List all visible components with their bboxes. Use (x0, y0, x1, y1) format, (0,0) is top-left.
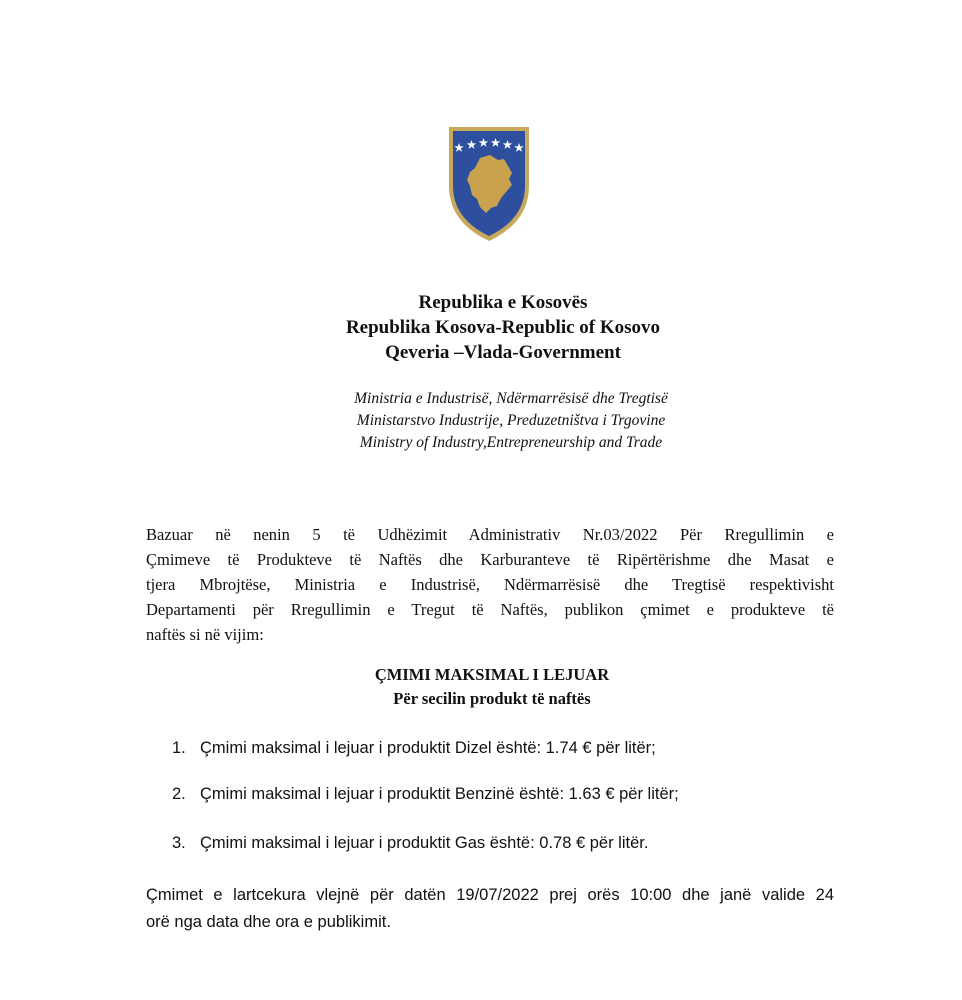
list-item-text: Çmimi maksimal i lejuar i produktit Gas është: 0.78 € për litër. (200, 834, 649, 852)
list-item-text: Çmimi maksimal i lejuar i produktit Dizel është: 1.74 € për litër; (200, 739, 656, 757)
intro-line: naftës si në vijim: (146, 625, 264, 644)
list-item-gas (172, 832, 648, 854)
list-item-dizel (172, 737, 656, 759)
ministry-header (0, 388, 962, 454)
intro-line: tjera Mbrojtëse, Ministria e Industrisë, Ndërmarrësisë dhe Tregtisë respektivisht (146, 575, 834, 594)
list-item-benzine (172, 783, 679, 805)
ministry-line-3: Ministry of Industry,Entrepreneurship and Trade (359, 434, 663, 451)
header-line-1: Republika e Kosovës (418, 292, 588, 313)
ministry-line-2: Ministarstvo Industrije, Preduzetništva i Trgovine (356, 412, 666, 429)
list-item-number: 1. (172, 739, 186, 757)
intro-line: Bazuar në nenin 5 të Udhëzimit Administrativ Nr.03/2022 Për Rregullimin e (146, 525, 834, 544)
price-section-title (0, 663, 962, 711)
government-header (0, 290, 962, 365)
closing-line-2: orë nga data dhe ora e publikimit. (146, 913, 391, 931)
ministry-line-1: Ministria e Industrisë, Ndërmarrësisë dhe Tregtisë (354, 390, 668, 407)
list-item-text: Çmimi maksimal i lejuar i produktit Benzinë është: 1.63 € për litër; (200, 785, 679, 803)
title-main: ÇMIMI MAKSIMAL I LEJUAR (374, 665, 610, 684)
title-sub: Për secilin produkt të naftës (393, 689, 591, 708)
list-item-number: 2. (172, 785, 186, 803)
kosovo-coat-of-arms-icon (446, 124, 532, 244)
header-line-2: Republika Kosova-Republic of Kosovo (345, 317, 661, 338)
closing-paragraph (146, 882, 834, 936)
intro-line: Departamenti për Rregullimin e Tregut të Naftës, publikon çmimet e produkteve të (146, 600, 834, 619)
list-item-number: 3. (172, 834, 186, 852)
intro-paragraph (146, 522, 834, 647)
closing-line-1: Çmimet e lartcekura vlejnë për datën 19/07/2022 prej orës 10:00 dhe janë valide 24 (146, 886, 834, 904)
intro-line: Çmimeve të Produkteve të Naftës dhe Karburanteve të Ripërtërishme dhe Masat e (146, 550, 834, 569)
header-line-3: Qeveria –Vlada-Government (385, 342, 621, 363)
